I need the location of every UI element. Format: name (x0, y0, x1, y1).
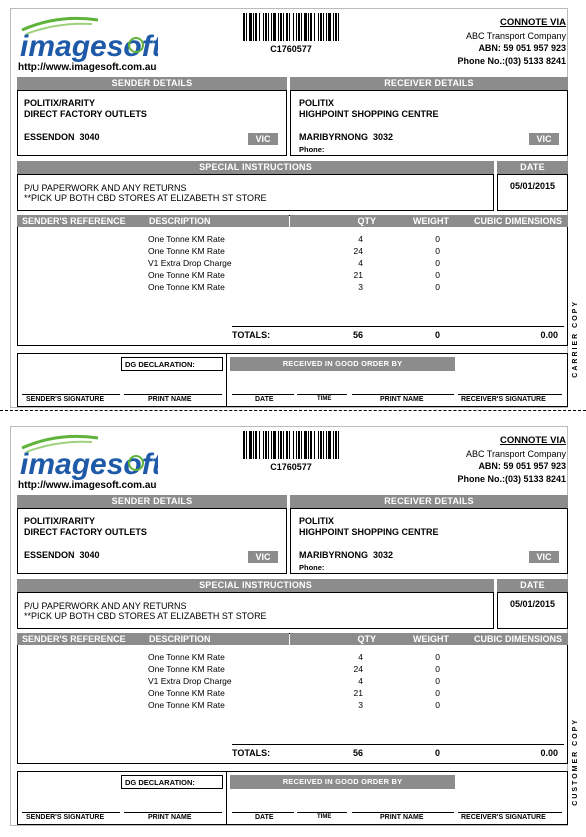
sender-details-header: SENDER DETAILS (17, 77, 287, 90)
special-instructions-box (17, 592, 494, 629)
special-instructions-box (17, 174, 494, 211)
receiver-suburb: MARIBYRNONG 3032 (299, 132, 394, 142)
receiver-state-badge: VIC (529, 133, 559, 145)
item-weight: 0 (435, 258, 440, 268)
consignment-barcode (243, 13, 339, 41)
items-header-row (17, 215, 568, 228)
connote-via-label: CONNOTE VIA (500, 17, 566, 28)
date-line[interactable] (232, 394, 294, 395)
date-header: DATE (497, 161, 568, 174)
item-description: One Tonne KM Rate (148, 652, 225, 662)
item-row (17, 281, 568, 293)
item-qty: 21 (353, 688, 363, 698)
items-header-row (17, 633, 568, 646)
col-weight: WEIGHT (379, 215, 455, 227)
date-header: DATE (497, 579, 568, 592)
item-qty: 4 (358, 676, 363, 686)
company-logo (18, 432, 158, 484)
website-url[interactable]: http://www.imagesoft.com.au (18, 480, 157, 491)
consignment-number: C1760577 (270, 462, 312, 472)
receiver-details-box (290, 508, 568, 574)
tear-line (0, 410, 586, 411)
item-row (17, 233, 568, 245)
receiver-phone-label: Phone: (299, 145, 325, 154)
website-url[interactable]: http://www.imagesoft.com.au (18, 62, 157, 73)
copy-type-label: CUSTOMER COPY (572, 718, 579, 806)
receiver-print-name-line[interactable] (352, 812, 454, 813)
time-line[interactable] (297, 812, 347, 813)
item-description: One Tonne KM Rate (148, 700, 225, 710)
sender-print-name-line[interactable] (124, 812, 222, 813)
date-box (497, 174, 568, 211)
item-weight: 0 (435, 688, 440, 698)
col-qty: QTY (290, 633, 382, 645)
date-line[interactable] (232, 812, 294, 813)
receiver-line2: HIGHPOINT SHOPPING CENTRE (299, 109, 439, 119)
item-description: One Tonne KM Rate (148, 688, 225, 698)
instructions-line2: **PICK UP BOTH CBD STORES AT ELIZABETH ST STORE (24, 611, 267, 621)
item-row (17, 663, 568, 675)
item-qty: 4 (358, 652, 363, 662)
consignment-number: C1760577 (270, 44, 312, 54)
col-qty: QTY (290, 215, 382, 227)
carrier-phone: Phone No.:(03) 5133 8241 (457, 55, 566, 66)
dg-declaration-label: DG DECLARATION: (125, 360, 195, 369)
date-label: DATE (255, 396, 274, 403)
receivers-signature-label: RECEIVER'S SIGNATURE (461, 814, 546, 821)
receiver-line1: POLITIX (299, 98, 335, 108)
instructions-line1: P/U PAPERWORK AND ANY RETURNS (24, 183, 187, 193)
senders-signature-label: SENDER'S SIGNATURE (26, 396, 105, 403)
receivers-signature-line[interactable] (458, 812, 562, 813)
connote-via-label: CONNOTE VIA (500, 435, 566, 446)
item-row (17, 651, 568, 663)
col-senders-reference: SENDER'S REFERENCE (17, 633, 148, 645)
sender-print-name-label: PRINT NAME (148, 814, 192, 821)
item-qty: 3 (358, 282, 363, 292)
item-weight: 0 (435, 282, 440, 292)
customer-copy-docket (0, 418, 586, 828)
receiver-details-header: RECEIVER DETAILS (290, 77, 568, 90)
sender-details-box (17, 90, 287, 156)
col-senders-reference: SENDER'S REFERENCE (17, 215, 148, 227)
sender-suburb: ESSENDON 3040 (24, 132, 100, 142)
date-label: DATE (255, 814, 274, 821)
totals-line (232, 326, 564, 327)
totals-label: TOTALS: (232, 330, 271, 340)
consignment-barcode (243, 431, 339, 459)
item-description: V1 Extra Drop Charge (148, 258, 232, 268)
signature-divider (226, 353, 227, 407)
dg-declaration-box (121, 775, 223, 789)
received-in-good-order-header: RECEIVED IN GOOD ORDER BY (230, 357, 455, 371)
item-weight: 0 (435, 700, 440, 710)
item-weight: 0 (435, 270, 440, 280)
item-description: One Tonne KM Rate (148, 234, 225, 244)
senders-signature-line[interactable] (22, 394, 120, 395)
item-qty: 24 (353, 664, 363, 674)
sender-details-header: SENDER DETAILS (17, 495, 287, 508)
total-qty: 56 (352, 748, 363, 758)
item-qty: 4 (358, 258, 363, 268)
sender-details-box (17, 508, 287, 574)
receiver-print-name-label: PRINT NAME (380, 396, 424, 403)
item-weight: 0 (435, 246, 440, 256)
special-instructions-header: SPECIAL INSTRUCTIONS (17, 579, 494, 592)
item-description: One Tonne KM Rate (148, 664, 225, 674)
col-weight: WEIGHT (379, 633, 455, 645)
senders-signature-label: SENDER'S SIGNATURE (26, 814, 105, 821)
receiver-print-name-line[interactable] (352, 394, 454, 395)
totals-label: TOTALS: (232, 748, 271, 758)
receiver-details-header: RECEIVER DETAILS (290, 495, 568, 508)
carrier-name: ABC Transport Company (465, 30, 566, 41)
time-label: TIME (317, 396, 332, 402)
sender-line2: DIRECT FACTORY OUTLETS (24, 109, 147, 119)
item-weight: 0 (435, 234, 440, 244)
dg-declaration-box (121, 357, 223, 371)
received-in-good-order-header: RECEIVED IN GOOD ORDER BY (230, 775, 455, 789)
item-qty: 24 (353, 246, 363, 256)
item-qty: 21 (353, 270, 363, 280)
item-row (17, 687, 568, 699)
col-description: DESCRIPTION (145, 633, 289, 645)
total-weight: 0 (434, 748, 440, 758)
logo-text: imagesoft (20, 30, 158, 63)
receiver-phone-label: Phone: (299, 563, 325, 572)
logo-text: imagesoft (20, 448, 158, 481)
receivers-signature-label: RECEIVER'S SIGNATURE (461, 396, 546, 403)
col-description: DESCRIPTION (145, 215, 289, 227)
item-description: V1 Extra Drop Charge (148, 676, 232, 686)
copy-type-label: CARRIER COPY (572, 300, 579, 378)
sender-line2: DIRECT FACTORY OUTLETS (24, 527, 147, 537)
totals-line (232, 744, 564, 745)
dg-declaration-label: DG DECLARATION: (125, 778, 195, 787)
carrier-name: ABC Transport Company (465, 448, 566, 459)
special-instructions-header: SPECIAL INSTRUCTIONS (17, 161, 494, 174)
company-logo (18, 14, 158, 66)
receiver-suburb: MARIBYRNONG 3032 (299, 550, 394, 560)
sender-suburb: ESSENDON 3040 (24, 550, 100, 560)
receiver-details-box (290, 90, 568, 156)
time-line[interactable] (297, 394, 347, 395)
col-cubic-dimensions: CUBIC DIMENSIONS (451, 215, 568, 227)
date-value: 05/01/2015 (509, 599, 556, 609)
item-row (17, 245, 568, 257)
carrier-abn: ABN: 59 051 957 923 (478, 461, 566, 471)
instructions-line2: **PICK UP BOTH CBD STORES AT ELIZABETH ST STORE (24, 193, 267, 203)
total-qty: 56 (352, 330, 363, 340)
item-weight: 0 (435, 676, 440, 686)
sender-print-name-line[interactable] (124, 394, 222, 395)
total-weight: 0 (434, 330, 440, 340)
item-qty: 4 (358, 234, 363, 244)
receiver-print-name-label: PRINT NAME (380, 814, 424, 821)
date-box (497, 592, 568, 629)
sender-state-badge: VIC (248, 133, 278, 145)
date-value: 05/01/2015 (509, 181, 556, 191)
item-row (17, 675, 568, 687)
signature-divider (226, 771, 227, 825)
instructions-line1: P/U PAPERWORK AND ANY RETURNS (24, 601, 187, 611)
sender-line1: POLITIX/RARITY (24, 98, 96, 108)
item-qty: 3 (358, 700, 363, 710)
senders-signature-line[interactable] (22, 812, 120, 813)
item-description: One Tonne KM Rate (148, 282, 225, 292)
carrier-copy-docket (0, 0, 586, 410)
item-row (17, 699, 568, 711)
receivers-signature-line[interactable] (458, 394, 562, 395)
carrier-details (457, 17, 566, 67)
total-cubic: 0.00 (540, 748, 558, 758)
sender-line1: POLITIX/RARITY (24, 516, 96, 526)
total-cubic: 0.00 (540, 330, 558, 340)
sender-print-name-label: PRINT NAME (148, 396, 192, 403)
item-description: One Tonne KM Rate (148, 246, 225, 256)
item-weight: 0 (435, 652, 440, 662)
receiver-state-badge: VIC (529, 551, 559, 563)
sender-state-badge: VIC (248, 551, 278, 563)
carrier-phone: Phone No.:(03) 5133 8241 (457, 473, 566, 484)
col-cubic-dimensions: CUBIC DIMENSIONS (451, 633, 568, 645)
item-weight: 0 (435, 664, 440, 674)
item-row (17, 269, 568, 281)
time-label: TIME (317, 814, 332, 820)
item-description: One Tonne KM Rate (148, 270, 225, 280)
receiver-line1: POLITIX (299, 516, 335, 526)
item-row (17, 257, 568, 269)
receiver-line2: HIGHPOINT SHOPPING CENTRE (299, 527, 439, 537)
carrier-details (457, 435, 566, 485)
carrier-abn: ABN: 59 051 957 923 (478, 43, 566, 53)
